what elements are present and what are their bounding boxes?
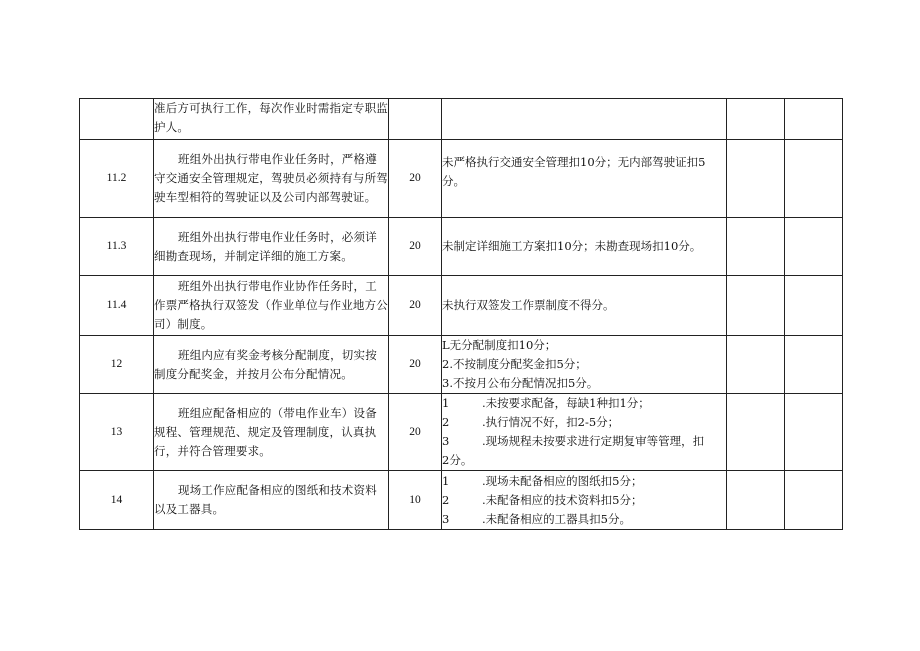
requirement-cell: 班组外出执行带电作业协作任务时，工作票严格执行双签发（作业单位与作业地方公司）制度。 [154,276,389,336]
criteria-cell [442,471,727,530]
deduction-cell [727,140,785,218]
criteria-line: 2分。 [442,453,473,467]
table-row [80,276,843,336]
score-cell: 20 [389,218,442,276]
table-row [80,140,843,218]
item-number: 11.2 [80,140,154,218]
item-number: 14 [80,471,154,530]
item-number: 13 [80,394,154,471]
result-cell [785,394,843,471]
criteria-cell: 未严格执行交通安全管理扣10分；无内部驾驶证扣5分。 [442,140,727,218]
criteria-cell [442,99,727,140]
item-number: 11.3 [80,218,154,276]
item-number [80,99,154,140]
criteria-line: L无分配制度扣10分； [442,338,557,352]
criteria-line: 2 .未配备相应的技术资料扣5分； [442,492,643,507]
score-cell: 20 [389,276,442,336]
criteria-cell: 未执行双签发工作票制度不得分。 [442,276,727,336]
result-cell [785,336,843,394]
criteria-line: 3.不按月公布分配情况扣5分。 [442,376,599,390]
deduction-cell [727,471,785,530]
criteria-line: 2.不按制度分配奖金扣5分； [442,357,587,371]
result-cell [785,140,843,218]
result-cell [785,218,843,276]
criteria-cell [442,394,727,471]
criteria-line: 1 .现场未配备相应的图纸扣5分； [442,473,643,488]
requirement-cell: 班组内应有奖金考核分配制度，切实按制度分配奖金，并按月公布分配情况。 [154,336,389,394]
table-row [80,471,843,530]
requirement-cell: 班组外出执行带电作业任务时，必须详细勘查现场，并制定详细的施工方案。 [154,218,389,276]
table-row [80,394,843,471]
item-number: 11.4 [80,276,154,336]
requirement-cell: 班组应配备相应的（带电作业车）设备规程、管理规范、规定及管理制度，认真执行，并符合管理要求。 [154,394,389,471]
requirement-cell: 准后方可执行工作，每次作业时需指定专职监护人。 [154,99,389,140]
score-cell: 20 [389,140,442,218]
result-cell [785,99,843,140]
table-row [80,336,843,394]
scoring-table [79,98,843,530]
table-row [80,99,843,140]
score-cell: 10 [389,471,442,530]
criteria-cell: 未制定详细施工方案扣10分；未勘查现场扣10分。 [442,218,727,276]
deduction-cell [727,336,785,394]
requirement-cell: 班组外出执行带电作业任务时，严格遵守交通安全管理规定，驾驶员必须持有与所驾驶车型相符的驾驶证以及公司内部驾驶证。 [154,140,389,218]
result-cell [785,471,843,530]
criteria-line: 1 .未按要求配备，每缺1种扣1分； [442,396,650,410]
deduction-cell [727,394,785,471]
deduction-cell [727,99,785,140]
score-cell: 20 [389,394,442,471]
item-number: 12 [80,336,154,394]
requirement-cell: 现场工作应配备相应的图纸和技术资料以及工器具。 [154,471,389,530]
result-cell [785,276,843,336]
criteria-line: 2 .执行情况不好，扣2-5分； [442,415,620,429]
table-row [80,218,843,276]
score-cell [389,99,442,140]
deduction-cell [727,276,785,336]
criteria-line: 3 .未配备相应的工器具扣5分。 [442,511,631,526]
score-cell: 20 [389,336,442,394]
criteria-line: 3 .现场规程未按要求进行定期复审等管理，扣 [442,434,705,448]
deduction-cell [727,218,785,276]
criteria-cell [442,336,727,394]
